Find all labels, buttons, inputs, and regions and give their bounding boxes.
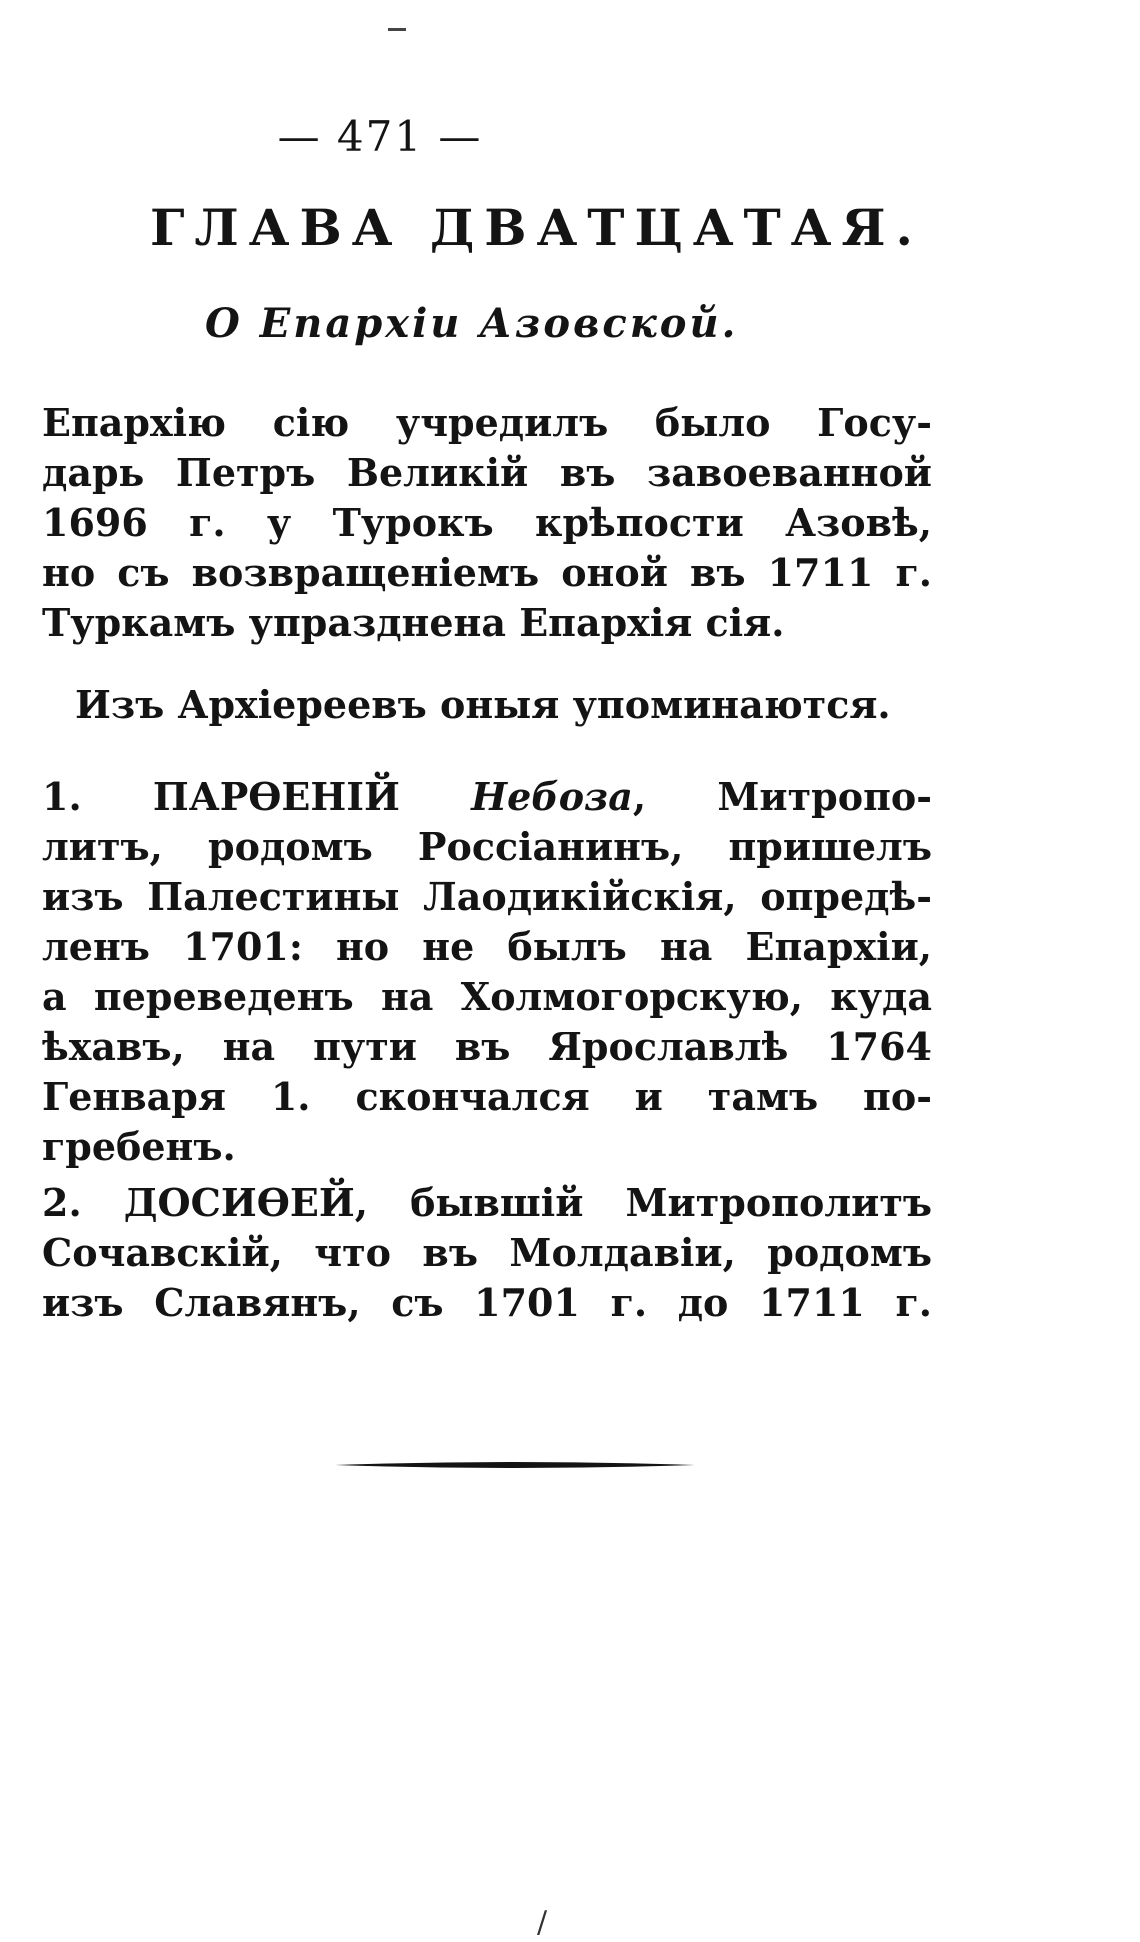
paragraph-line: дарь Петръ Великій въ завоеванной <box>42 450 932 495</box>
entry-first-line <box>42 1178 932 1228</box>
entry-line: ѣхавъ, на пути въ Ярославлѣ 1764 <box>42 1024 932 1069</box>
paragraph-line: 1696 г. у Турокъ крѣпости Азовѣ, <box>42 500 932 545</box>
entry-line: ленъ 1701: но не былъ на Епархіи, <box>42 924 932 969</box>
entry-line: изъ Палестины Лаодикійскія, опредѣ- <box>42 874 932 919</box>
chapter-title: ГЛАВА ДВАТЦАТАЯ. <box>150 198 923 257</box>
entry-line: Генваря 1. скончался и тамъ по- <box>42 1074 932 1119</box>
subheading-text: Изъ Архіереевъ оныя упоминаются. <box>75 682 891 727</box>
entry-number: 1. <box>42 774 82 819</box>
entry-rest: , бывшій Митрополитъ <box>354 1180 933 1225</box>
intro-paragraph <box>42 398 932 648</box>
entry-line: Сочавскій, что въ Молдавіи, родомъ <box>42 1230 932 1275</box>
paragraph-line: но съ возвращеніемъ оной въ 1711 г. <box>42 550 932 595</box>
entry-line: гребенъ. <box>42 1124 236 1169</box>
section-subheading <box>75 680 935 730</box>
bottom-ink-mark: / <box>537 1905 548 1940</box>
closing-ornament-rule <box>335 1458 695 1472</box>
chapter-subtitle: О Епархіи Азовской. <box>205 300 739 347</box>
entry-parthenius <box>42 772 932 1172</box>
entry-first-line <box>42 772 932 822</box>
paragraph-line: Туркамъ упразднена Епархія сія. <box>42 600 785 645</box>
entry-line: изъ Славянъ, съ 1701 г. до 1711 г. <box>42 1280 932 1325</box>
entry-rest: , Митропо- <box>632 774 933 819</box>
entry-name: ПАРѲЕНІЙ <box>152 774 400 819</box>
entry-number: 2. <box>42 1180 82 1225</box>
entry-line: а переведенъ на Холмогорскую, куда <box>42 974 932 1019</box>
entry-dositheus <box>42 1178 932 1328</box>
entry-line: литъ, родомъ Россіанинъ, пришелъ <box>42 824 932 869</box>
entry-name: ДОСИѲЕЙ <box>123 1180 355 1225</box>
entry-epithet: Небоза <box>471 774 633 819</box>
top-ink-mark <box>388 28 406 31</box>
page-number: — 471 — <box>277 112 483 161</box>
paragraph-line: Епархію сію учредилъ было Госу- <box>42 400 932 445</box>
